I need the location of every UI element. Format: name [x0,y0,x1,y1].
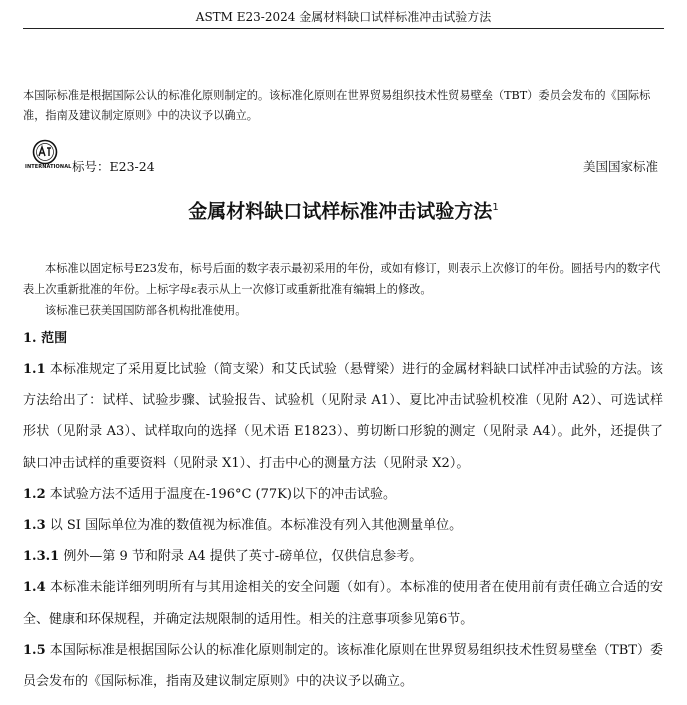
running-header: ASTM E23-2024 金属材料缺口试样标准冲击试验方法 [23,6,664,29]
clause-number: 1.2 [23,486,46,502]
clause-number: 1.3 [23,518,46,534]
paragraph-1-1 [23,354,663,479]
designation: 标号：E23-24 [72,159,155,174]
dod-approval-note: 该标准已获美国国防部各机构批准使用。 [45,304,247,317]
clause-text: 本试验方法不适用于温度在-196°C (77K)以下的冲击试验。 [49,486,396,502]
section-scope [23,328,663,697]
paragraph-1-2 [23,479,663,510]
clause-number: 1.4 [23,580,46,596]
logo-wordmark: INTERNATIONAL [25,164,72,170]
clause-text: 以 SI 国际单位为准的数值视为标准值。本标准没有列入其他测量单位。 [49,518,463,534]
national-standard-label: 美国国家标准 [582,159,658,174]
clause-text: 本标准未能详细列明所有与其用途相关的安全问题（如有）。本标准的使用者在使用前有责任确立合适的安全、健康和环保规程，并确定法规限制的适用性。相关的注意事项参见第6节。 [23,580,663,627]
paragraph-1-3-1 [23,541,663,572]
document-title [0,194,687,225]
title-footnote-mark: 1 [492,202,499,213]
clause-number: 1.5 [23,642,46,658]
title-text: 金属材料缺口试样标准冲击试验方法 [188,200,493,223]
paragraph-1-5 [23,635,663,697]
designation-note: 本标准以固定标号E23发布，标号后面的数字表示最初采用的年份，或如有修订，则表示上次修订的年份。圆括号内的数字代表上次重新批准的年份。上标字母ε表示从上一次修订或重新批准有编辑上的修改。 [23,262,661,296]
astm-logo-mark [25,139,65,165]
clause-number: 1.1 [23,362,46,377]
clause-text: 本标准规定了采用夏比试验（简支梁）和艾氏试验（悬臂梁）进行的金属材料缺口试样冲击试验的方法。该方法给出了：试样、试验步骤、试验报告、试验机（见附录 A1）、夏比冲击试验机校准（见附 A2）、可选试样形状（见附录 A3）、试样取向的选择（见术语 E1823）、剪切断口形貌的测定（见附录 A4）。此外，还提供了缺口冲击试样的重要资料（见附录 X1）、打击中心的测量方法（见附录 X2）。 [23,362,663,471]
standard-notes [23,258,663,321]
clause-text: 本国际标准是根据国际公认的标准化原则制定的。该标准化原则在世界贸易组织技术性贸易壁垒（TBT）委员会发布的《国际标准，指南及建议制定原则》中的决议予以确立。 [23,642,663,690]
paragraph-1-4 [23,572,663,634]
paragraph-1-3 [23,510,663,541]
clause-text: 例外—第 9 节和附录 A4 提供了英寸-磅单位，仅供信息参考。 [63,549,423,565]
international-standard-notice: 本国际标准是根据国际公认的标准化原则制定的。该标准化原则在世界贸易组织技术性贸易壁垒（TBT）委员会发布的《国际标准，指南及建议制定原则》中的决议予以确立。 [23,89,651,122]
clause-number: 1.3.1 [23,549,60,565]
section-heading: 1. 范围 [23,331,68,346]
astm-logo [25,139,72,173]
